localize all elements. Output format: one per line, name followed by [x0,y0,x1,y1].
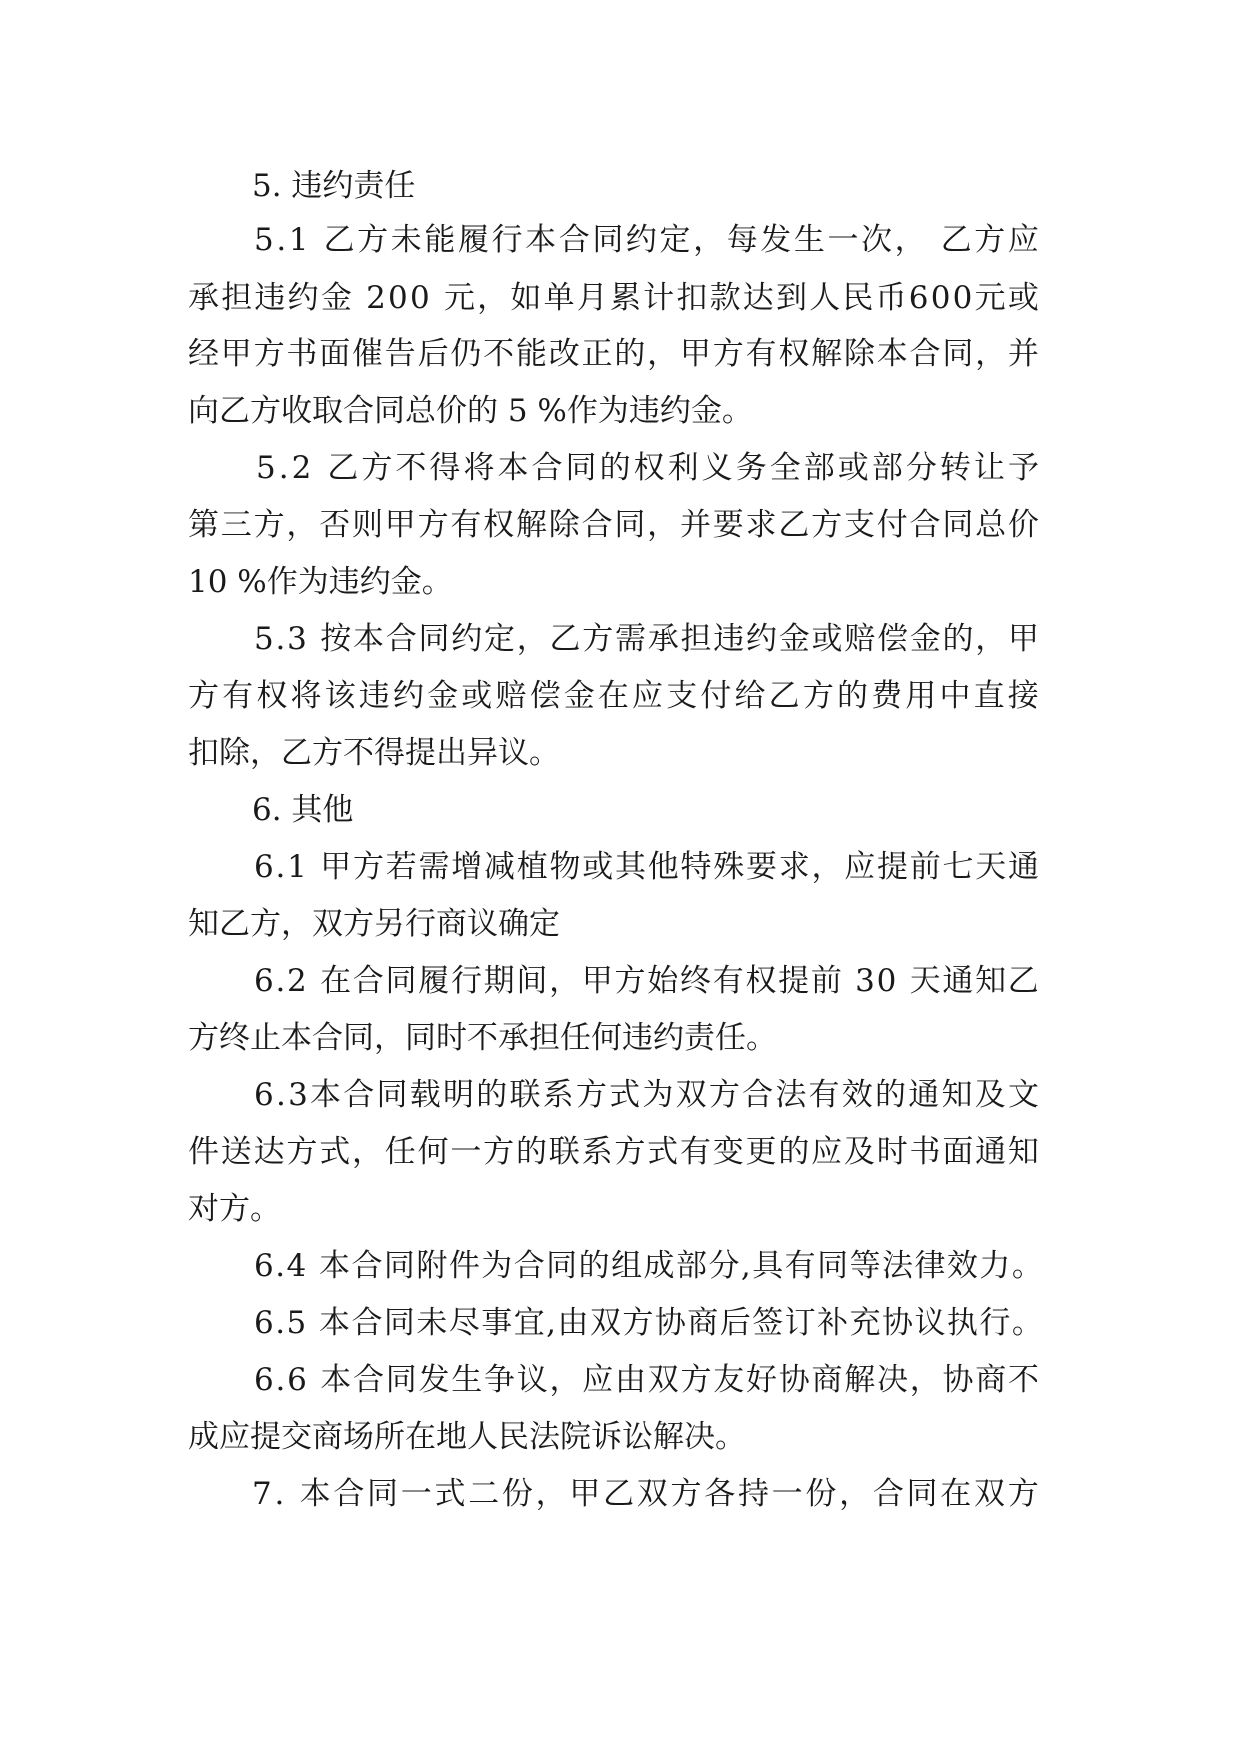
clause-5-1-line-3: 经 甲 方 书 面 催 告 后 仍 不 能 改 正 的 ， 甲 方 有 权 解 除 本 合 同 ， 并 [188,336,1039,372]
clause-5-1-line-1: 5 . 1 乙 方 未 能 履 行 本 合 同 约 定 ， 每 发 生 一 次 ， 乙 方 应 [254,222,1039,258]
clause-6-6-line-1: 6 . 6 本 合 同 发 生 争 议 ， 应 由 双 方 友 好 协 商 解 决 ， 协 商 不 [254,1362,1039,1398]
clause-5-2-line-3: 10 %作为违约金。 [188,564,453,600]
clause-6-6-line-2: 成应提交商场所在地人民法院诉讼解决。 [188,1419,746,1455]
clause-6-3-line-2: 件 送 达 方 式 ， 任 何 一 方 的 联 系 方 式 有 变 更 的 应 及 时 书 面 通 知 [188,1134,1039,1170]
clause-6-2-line-1: 6 . 2 在 合 同 履 行 期 间 ， 甲 方 始 终 有 权 提 前 3 0 天 通 知 乙 [254,963,1039,999]
clause-6-2-line-2: 方终止本合同，同时不承担任何违约责任。 [188,1020,777,1056]
clause-5-1-line-2: 承 担 违 约 金 2 0 0 元 ， 如 单 月 累 计 扣 款 达 到 人 民 币 6 0 0 元 或 [188,280,1039,316]
clause-7-line-1: 7 . 本 合 同 一 式 二 份 ， 甲 乙 双 方 各 持 一 份 ， 合 同 在 双 方 [252,1476,1039,1512]
clause-6-3-line-3: 对方。 [188,1191,281,1227]
clause-6-4: 6 . 4 本 合 同 附 件 为 合 同 的 组 成 部 分 , 具 有 同 等 法 律 效 力 。 [254,1248,1043,1284]
clause-5-3-line-3: 扣除，乙方不得提出异议。 [188,735,560,771]
clause-5-3-line-2: 方 有 权 将 该 违 约 金 或 赔 偿 金 在 应 支 付 给 乙 方 的 费 用 中 直 接 [188,678,1039,714]
heading-breach-liability: 5. 违约责任 [252,168,416,204]
clause-6-5: 6 . 5 本 合 同 未 尽 事 宜 , 由 双 方 协 商 后 签 订 补 充 协 议 执 行 。 [254,1305,1043,1341]
clause-6-1-line-1: 6 . 1 甲 方 若 需 增 减 植 物 或 其 他 特 殊 要 求 ， 应 提 前 七 天 通 [254,849,1039,885]
clause-5-3-line-1: 5 . 3 按 本 合 同 约 定 ， 乙 方 需 承 担 违 约 金 或 赔 偿 金 的 ， 甲 [254,621,1039,657]
clause-5-2-line-2: 第 三 方 ， 否 则 甲 方 有 权 解 除 合 同 ， 并 要 求 乙 方 支 付 合 同 总 价 [188,507,1039,543]
clause-5-2-line-1: 5 . 2 乙 方 不 得 将 本 合 同 的 权 利 义 务 全 部 或 部 分 转 让 予 [256,450,1039,486]
clause-6-1-line-2: 知乙方，双方另行商议确定 [188,906,560,942]
clause-6-3-line-1: 6 . 3 本 合 同 载 明 的 联 系 方 式 为 双 方 合 法 有 效 的 通 知 及 文 [254,1077,1039,1113]
heading-other: 6. 其他 [252,792,354,828]
clause-5-1-line-4: 向乙方收取合同总价的 5 %作为违约金。 [188,393,753,429]
